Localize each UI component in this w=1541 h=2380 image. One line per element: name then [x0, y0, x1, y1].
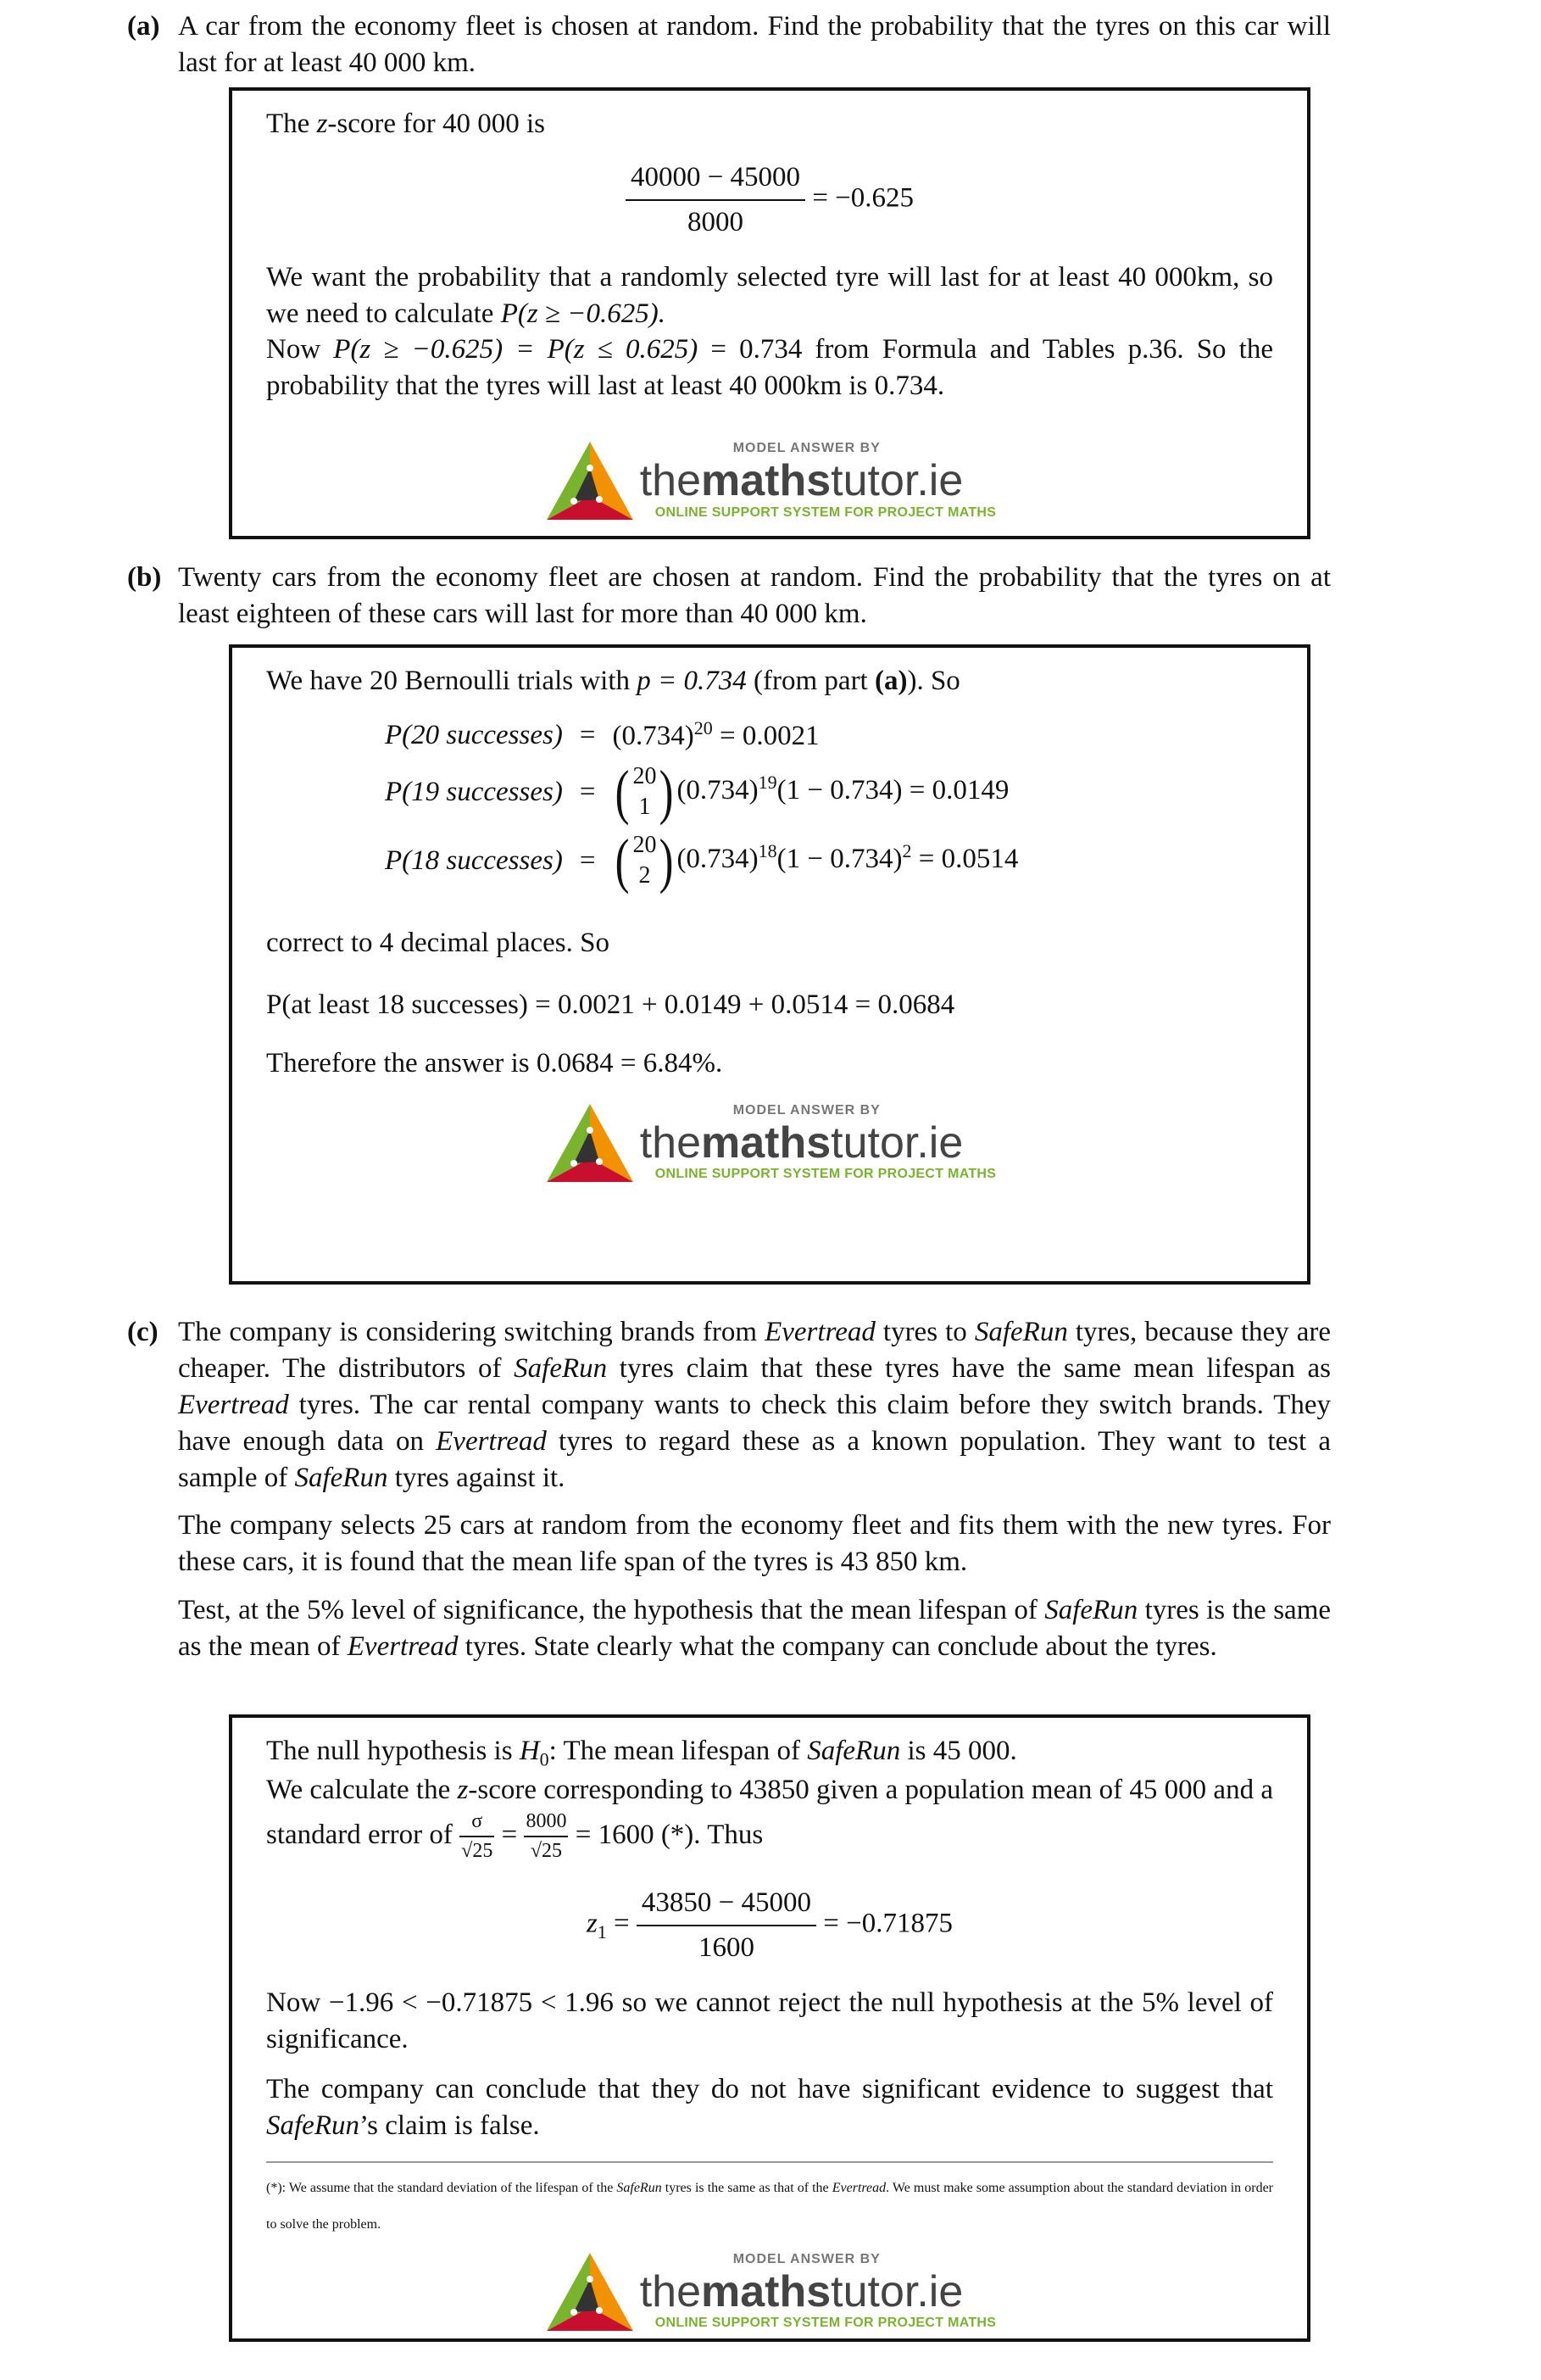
std-error-fraction-values: $\frac{8000}{√25}$ — [526, 1810, 567, 1863]
answer-c-hypothesis: The null hypothesis is $H_0$: The mean lifespan of SafeRun is 45 000. — [266, 1736, 1017, 1770]
question-label-c: (c) — [127, 1317, 159, 1347]
answer-a-intro: The z-score for 40 000 is — [266, 109, 546, 139]
equation-row: P(20 successes) = $(0.734)^{20} = 0.0021$ — [385, 716, 820, 751]
answer-b-sum: P(at least 18 successes) = 0.0021 + 0.0149 + 0.0514 = 0.0684 — [266, 989, 955, 1021]
answer-b-conclusion: Therefore the answer is 0.0684 = 6.84%. — [266, 1048, 723, 1079]
brand-name: themathstutor.ie — [639, 2266, 964, 2316]
answer-a-line2: Now P(z ≥ −0.625) = P(z ≤ 0.625) = 0.734 from Formula and Tables p.36. So the probability that the tyres will last at least 40 000km is 0.734. — [266, 334, 1273, 402]
binomial-equations — [376, 713, 1026, 895]
logo-b: MODEL ANSWER BY themathstutor.ie ONLINE SUPPORT SYSTEM FOR PROJECT MATHS — [266, 1101, 1273, 1185]
logo-c: MODEL ANSWER BY themathstutor.ie ONLINE SUPPORT SYSTEM FOR PROJECT MATHS — [266, 2249, 1273, 2334]
answer-a-line1: We want the probability that a randomly selected tyre will last for at least 40 000km, so we need to calculate P(z ≥ −0.625). — [266, 261, 1273, 329]
question-c-para1: The company is considering switching brands from Evertread tyres to SafeRun tyres, because they are cheaper. The distributors of SafeRun tyres claim that these tyres have the same mean lifespan as Evertread tyres. The car rental company wants to check this claim before they switch brands. They have enough data on Evertread tyres to regard these as a known population. They want to test a sample of SafeRun tyres against it. — [178, 1317, 1332, 1493]
triangle-logo-icon — [543, 438, 637, 523]
answer-b-decimals: correct to 4 decimal places. So — [266, 928, 610, 959]
question-a — [127, 8, 1331, 93]
question-c — [127, 1314, 1332, 1677]
question-c-para2: The company selects 25 cars at random from the economy fleet and fits them with the new tyres. For these cars, it is found that the mean life span of the tyres is 43 850 km. — [178, 1510, 1331, 1578]
question-a-text: A car from the economy fleet is chosen at random. Find the probability that the tyres on this car will last for at least 40 000 km. — [178, 11, 1331, 78]
question-c-para3: Test, at the 5% level of significance, the hypothesis that the mean lifespan of SafeRun tyres is the same as the mean of Evertread tyres. State clearly what the company can conclude about the tyres. — [178, 1595, 1332, 1663]
equation-row: P(18 successes) = ( 20 2 ) $(0.734)^{18}(1 - 0.734)^2 = 0.0514$ — [385, 826, 1019, 895]
brand-name: themathstutor.ie — [639, 455, 964, 505]
answer-a-equation: $\frac{40000 - 45000}{8000}$ = −0.625 — [266, 159, 1273, 241]
triangle-logo-icon — [543, 2249, 637, 2334]
answer-c-z1-equation: $z_1$ = $\frac{43850 - 45000}{1600}$ = −0.71875 — [266, 1885, 1273, 1966]
answer-c-conclusion: The company can conclude that they do not have significant evidence to suggest that SafeRun’s claim is false. — [266, 2074, 1273, 2141]
binomial-coefficient: ( 20 2 ) — [615, 826, 674, 895]
question-b — [127, 560, 1331, 644]
answer-box-a — [229, 87, 1310, 539]
std-error-fraction: $\frac{\sigma}{√25}$ — [461, 1810, 493, 1863]
logo-a: MODEL ANSWER BY themathstutor.ie ONLINE SUPPORT SYSTEM FOR PROJECT MATHS — [266, 438, 1273, 523]
z1-fraction: $\frac{43850 - 45000}{1600}$ — [637, 1885, 816, 1966]
binomial-coefficient: ( 20 1 ) — [615, 758, 674, 827]
footnote: (*): We assume that the standard deviation of the lifespan of the SafeRun tyres is the same as that of the Evertread. We must make some assumption about the standard deviation in order to solve the problem. — [266, 2180, 1274, 2232]
answer-b-intro: We have 20 Bernoulli trials with p = 0.734 (from part (a)). So — [266, 666, 960, 696]
equation-row: P(19 successes) = ( 20 1 ) $(0.734)^{19}(1 - 0.734) = 0.0149$ — [385, 758, 1010, 827]
answer-c-now: Now −1.96 < −0.71875 < 1.96 so we cannot reject the null hypothesis at the 5% level of significance. — [266, 1987, 1273, 2055]
answer-box-c — [229, 1714, 1310, 2342]
zscore-fraction: $\frac{40000 - 45000}{8000}$ — [626, 159, 805, 241]
question-label-a: (a) — [127, 11, 160, 42]
question-b-text: Twenty cars from the economy fleet are chosen at random. Find the probability that the tyres on at least eighteen of these cars will last for more than 40 000 km. — [178, 562, 1331, 629]
triangle-logo-icon — [543, 1101, 637, 1185]
brand-name: themathstutor.ie — [639, 1118, 964, 1168]
question-label-b: (b) — [127, 562, 162, 593]
footnote-divider — [266, 2161, 1273, 2163]
answer-c-zscore: We calculate the z-score corresponding to 43850 given a population mean of 45 000 and a standard error of $\frac{\sigma}{√25}$ = $\frac{8000}{√25}$ = 1600 (*). Thus — [266, 1772, 1273, 1864]
answer-box-b — [229, 644, 1310, 1285]
